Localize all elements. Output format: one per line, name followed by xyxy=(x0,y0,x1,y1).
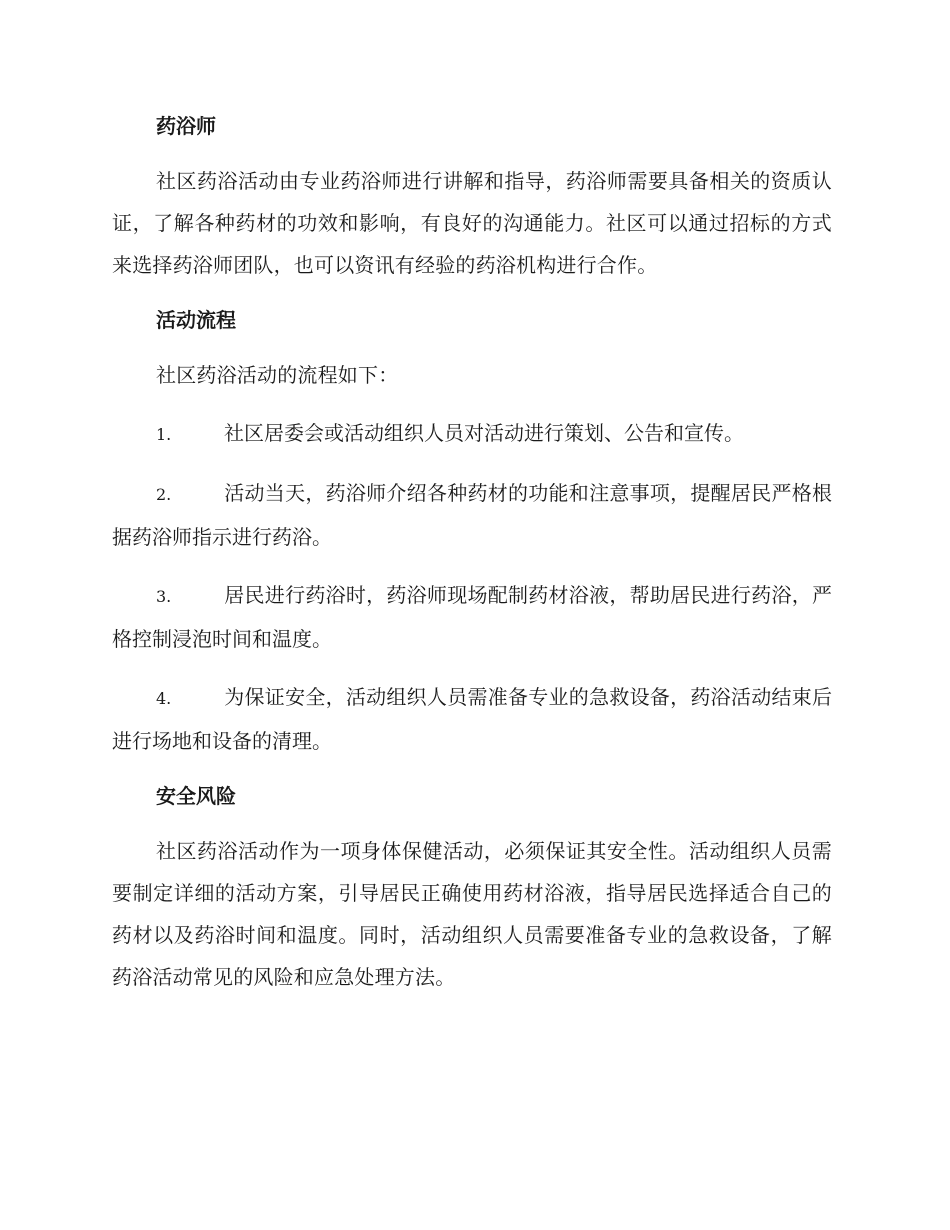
list-number: 1. xyxy=(156,425,172,444)
list-text: 居民进行药浴时，药浴师现场配制药材浴液，帮助居民进行药浴，严格控制浸泡时间和温度。 xyxy=(112,583,832,651)
list-text: 为保证安全，活动组织人员需准备专业的急救设备，药浴活动结束后进行场地和设备的清理。 xyxy=(112,685,832,753)
list-number: 2. xyxy=(156,485,172,504)
safety-paragraph: 社区药浴活动作为一项身体保健活动，必须保证其安全性。活动组织人员需要制定详细的活动方案，引导居民正确使用药材浴液，指导居民选择适合自己的药材以及药浴时间和温度。同时，活动组织人员需要准备专业的急救设备，了解药浴活动常见的风险和应急处理方法。 xyxy=(112,839,832,989)
list-number: 3. xyxy=(156,587,172,606)
list-number: 4. xyxy=(156,689,172,708)
list-item xyxy=(112,574,832,660)
list-item xyxy=(112,472,832,558)
section-heading-pharmacist: 药浴师 xyxy=(156,114,216,138)
list-text: 社区居委会或活动组织人员对活动进行策划、公告和宣传。 xyxy=(224,421,744,445)
document-page xyxy=(112,108,832,1014)
list-text: 活动当天，药浴师介绍各种药材的功能和注意事项，提醒居民严格根据药浴师指示进行药浴。 xyxy=(112,481,832,549)
section-heading-safety: 安全风险 xyxy=(156,784,236,808)
process-intro: 社区药浴活动的流程如下： xyxy=(156,363,399,387)
pharmacist-paragraph: 社区药浴活动由专业药浴师进行讲解和指导，药浴师需要具备相关的资质认证，了解各种药材的功效和影响，有良好的沟通能力。社区可以通过招标的方式来选择药浴师团队，也可以资讯有经验的药浴机构进行合作。 xyxy=(112,169,832,277)
list-item xyxy=(112,412,832,456)
section-heading-process: 活动流程 xyxy=(156,308,236,332)
list-item xyxy=(112,676,832,762)
